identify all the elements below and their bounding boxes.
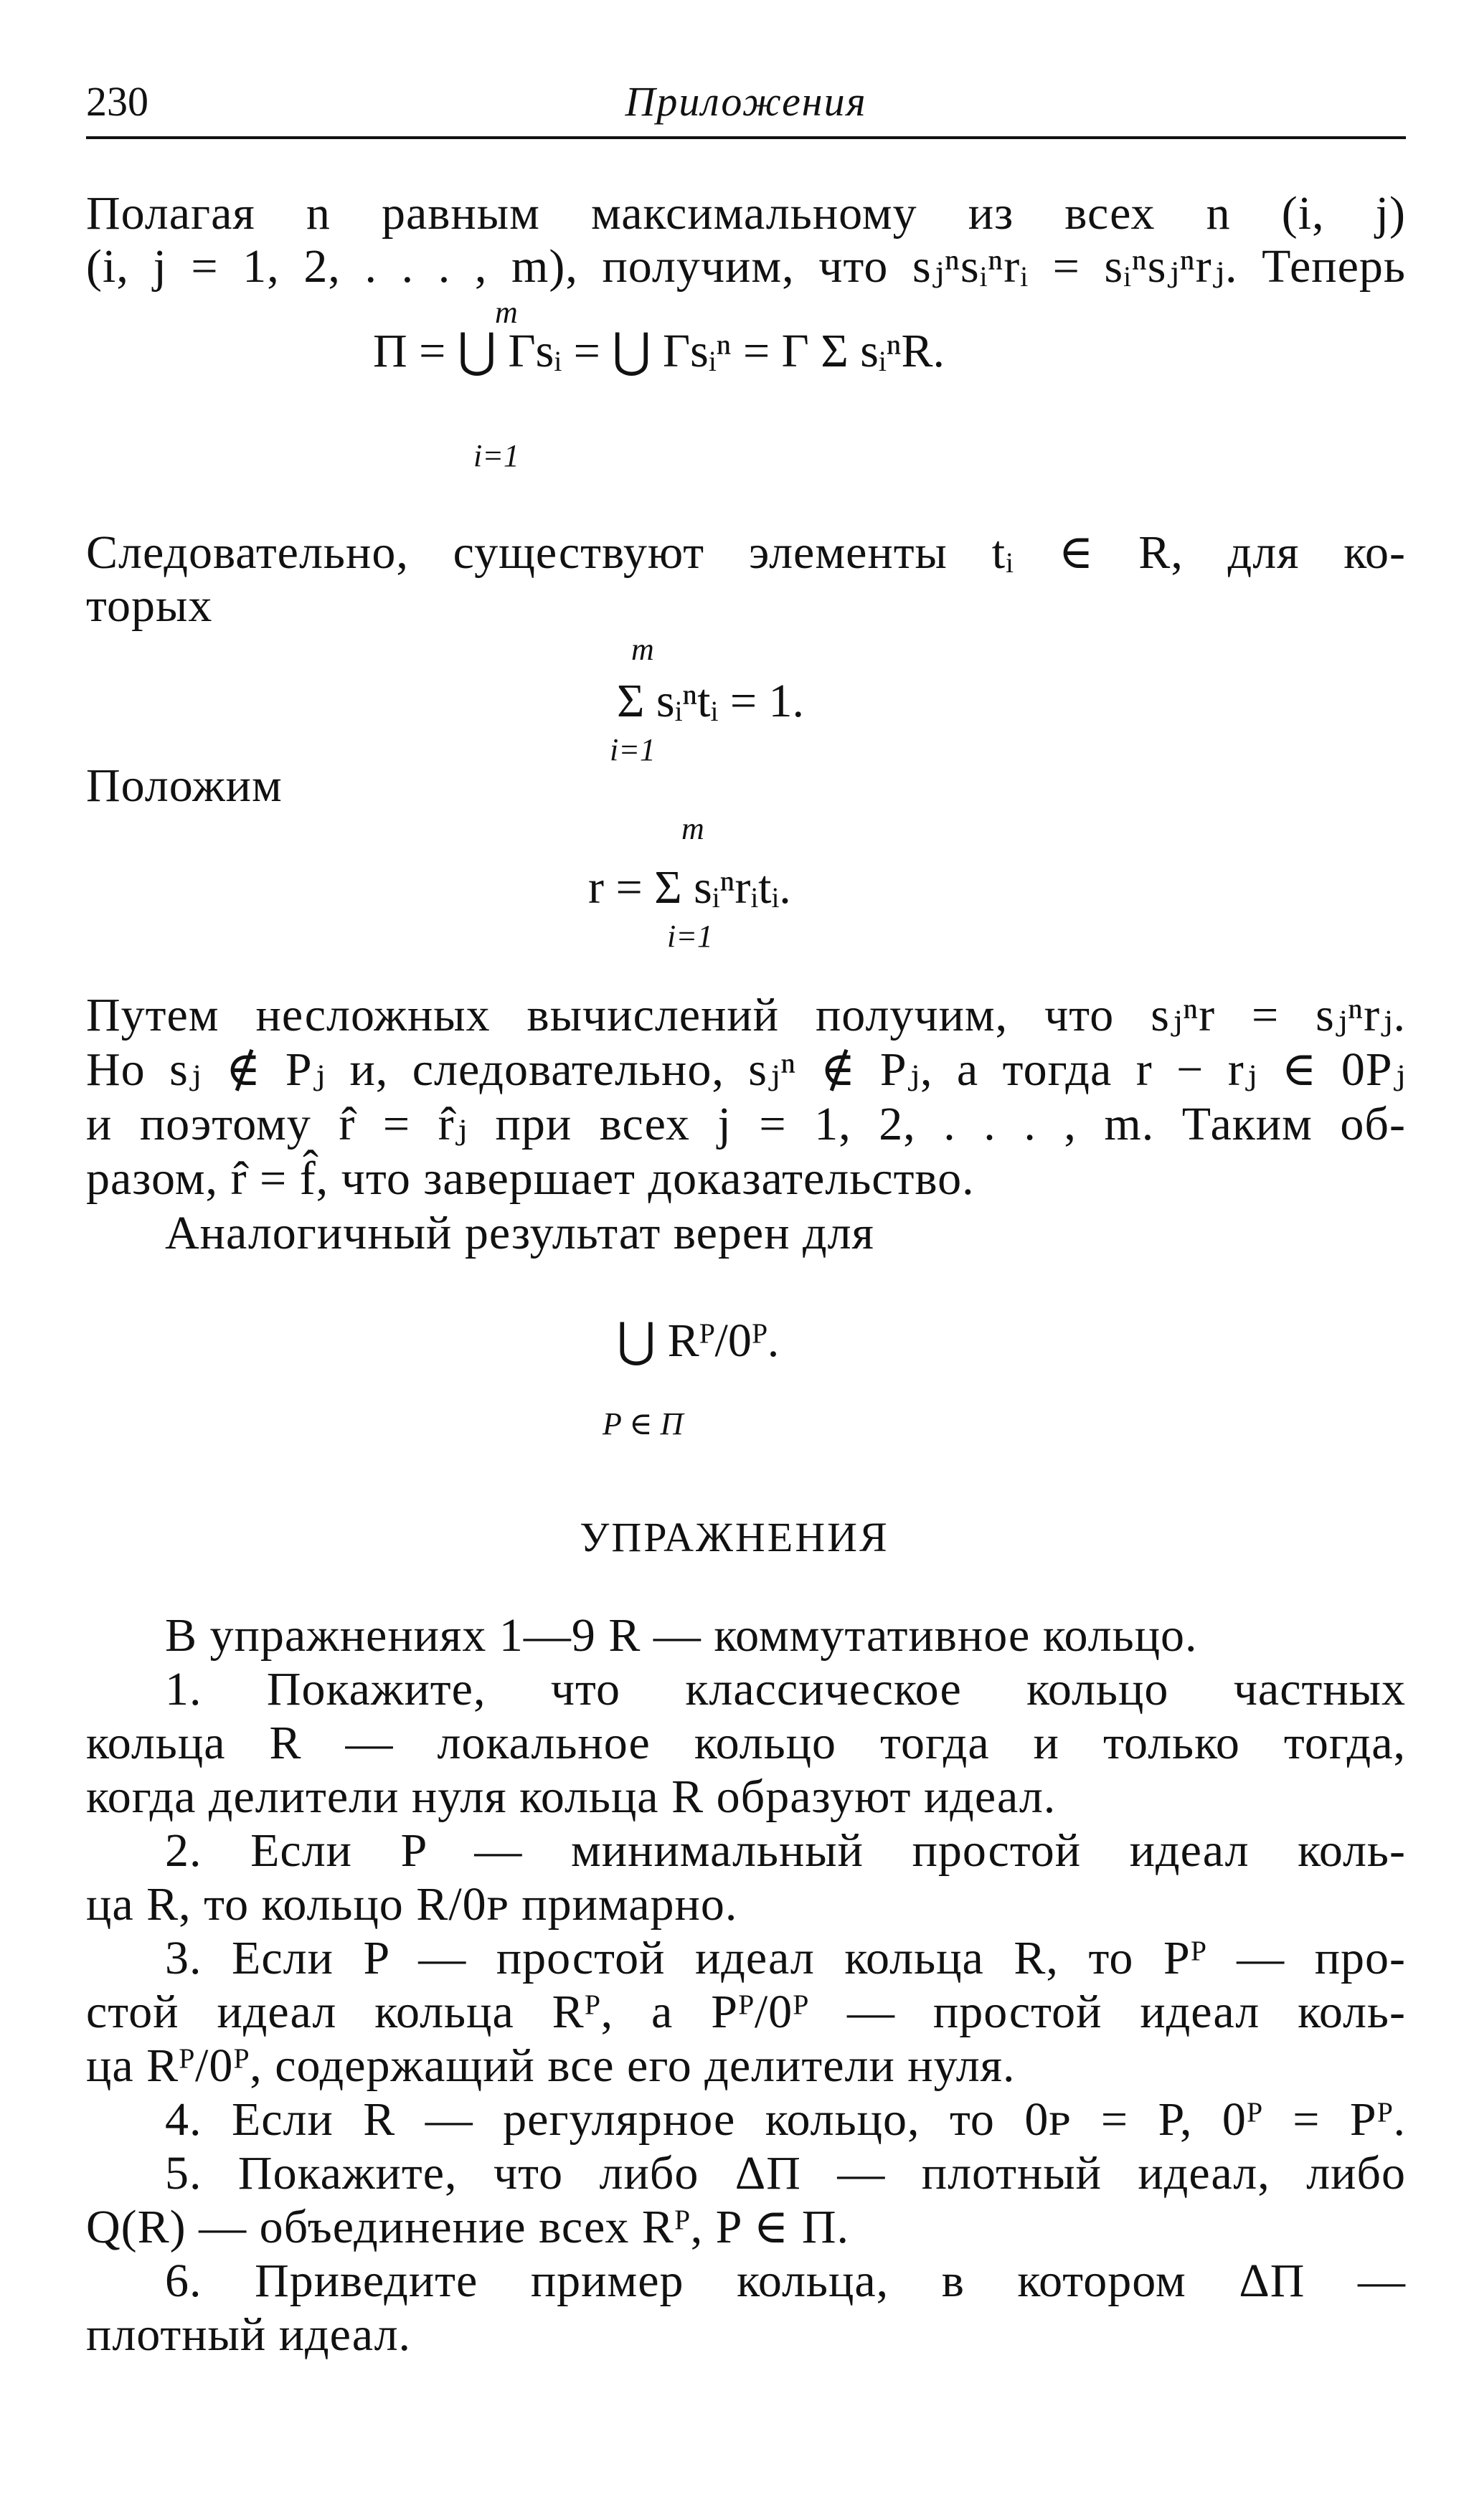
exercise-line: ца R, то кольцо R/0ᴘ примарно. <box>86 1878 738 1931</box>
section-title: УПРАЖНЕНИЯ <box>580 1514 889 1560</box>
page-header <box>86 72 1406 139</box>
exercise-line: 3. Если P — простой идеал кольца R, то Pᴾ — про- <box>165 1932 1406 1984</box>
paragraph-line: и поэтому r̂ = r̂ⱼ при всех j = 1, 2, . . . , m. Таким об- <box>86 1098 1406 1150</box>
formula-lower-limit: P ∈ Π <box>603 1406 684 1441</box>
formula-lower-limit: i=1 <box>667 919 713 954</box>
formula-upper-limit: m <box>631 632 654 667</box>
formula-union-quotient: ⋃ Rᴾ/0ᴾ. <box>617 1315 780 1367</box>
exercise-line: когда делители нуля кольца R образуют идеал. <box>86 1771 1057 1823</box>
exercise-line: 1. Покажите, что классическое кольцо частных <box>165 1663 1406 1715</box>
paragraph-line: Но sⱼ ∉ Pⱼ и, следовательно, sⱼⁿ ∉ Pⱼ, а тогда r − rⱼ ∈ 0Pⱼ <box>86 1043 1406 1096</box>
exercise-line: стой идеал кольца Rᴾ, а Pᴾ/0ᴾ — простой идеал коль- <box>86 1986 1406 2038</box>
exercise-line: ца Rᴾ/0ᴾ, содержащий все его делители нуля. <box>86 2040 1016 2092</box>
formula-upper-limit: m <box>495 295 518 330</box>
formula-r-definition: r = Σ sᵢⁿrᵢtᵢ. <box>588 861 791 914</box>
exercises-intro: В упражнениях 1—9 R — коммутативное кольцо. <box>165 1609 1198 1662</box>
formula-lower-limit: i=1 <box>610 732 656 767</box>
formula-upper-limit: m <box>681 811 704 846</box>
exercise-line: 2. Если P — минимальный простой идеал коль- <box>165 1824 1406 1877</box>
formula-sum-equals-one: Σ sᵢⁿtᵢ = 1. <box>617 675 805 727</box>
exercise-line: плотный идеал. <box>86 2308 412 2361</box>
paragraph-line: торых <box>86 579 213 632</box>
paragraph-line: Путем несложных вычислений получим, что sⱼⁿr = sⱼⁿrⱼ. <box>86 989 1406 1041</box>
exercise-line: 4. Если R — регулярное кольцо, то 0ᴘ = P, 0ᴾ = Pᴾ. <box>165 2093 1406 2146</box>
exercise-line: 6. Приведите пример кольца, в котором ΔΠ — <box>165 2255 1406 2307</box>
paragraph-line: Аналогичный результат верен для <box>165 1207 874 1259</box>
paragraph-line: Следовательно, существуют элементы tᵢ ∈ R, для ко- <box>86 526 1406 579</box>
exercise-line: Q(R) — объединение всех Rᴾ, P ∈ Π. <box>86 2201 850 2253</box>
formula-lower-limit: i=1 <box>473 438 519 473</box>
paragraph-line: разом, r̂ = f̂, что завершает доказательство. <box>86 1152 975 1205</box>
paragraph-line: Полагая n равным максимальному из всех n (i, j) <box>86 187 1406 240</box>
paragraph-line: (i, j = 1, 2, . . . , m), получим, что sⱼⁿsᵢⁿrᵢ = sᵢⁿsⱼⁿrⱼ. Теперь <box>86 240 1406 293</box>
exercise-line: 5. Покажите, что либо ΔΠ — плотный идеал, либо <box>165 2147 1406 2199</box>
page-number: 230 <box>86 78 148 125</box>
formula-union-sum: Π = ⋃ Γsᵢ = ⋃ Γsᵢⁿ = Γ Σ sᵢⁿR. <box>373 325 945 377</box>
paragraph-line: Положим <box>86 759 283 812</box>
exercise-line: кольца R — локальное кольцо тогда и только тогда, <box>86 1717 1406 1769</box>
running-title: Приложения <box>625 78 867 125</box>
